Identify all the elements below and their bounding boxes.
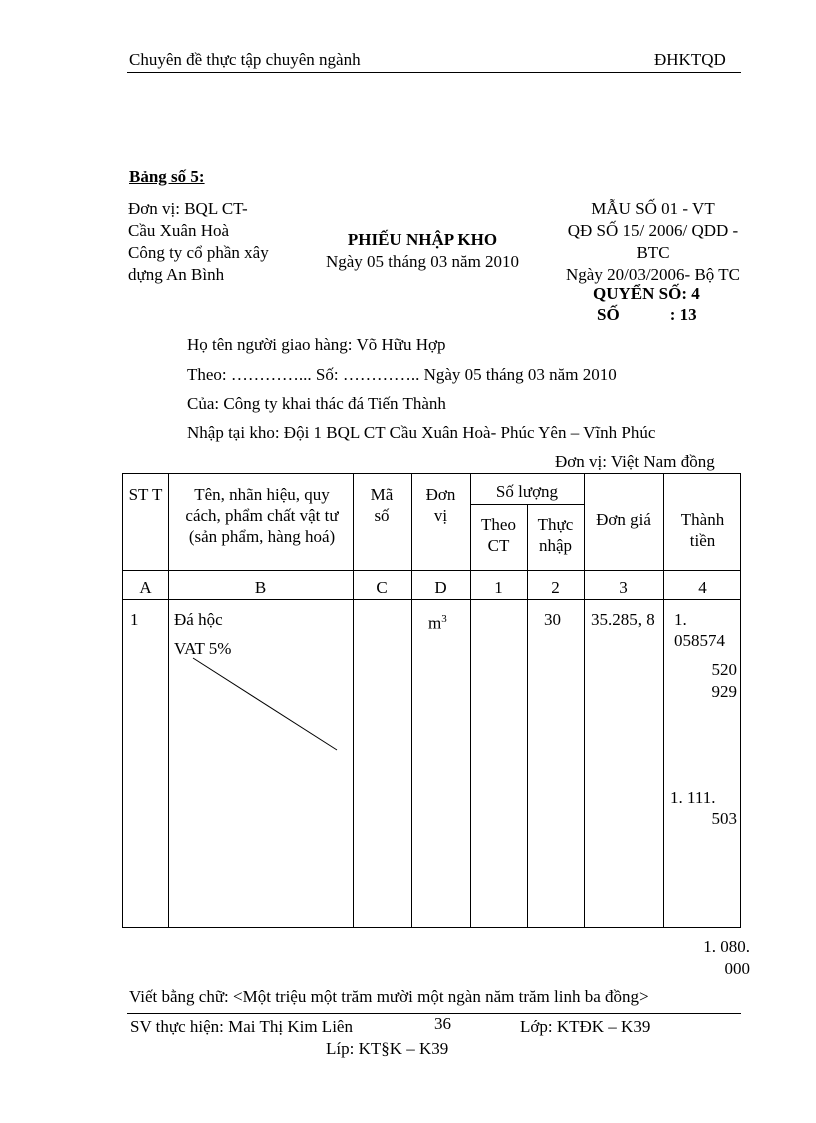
header-item-name: Tên, nhãn hiệu, quy cách, phẩm chất vật tư (sản phẩm, hàng hoá) — [185, 485, 339, 546]
row-vat-amount-1: 520 — [711, 660, 737, 679]
code-cell: 2 — [551, 578, 560, 597]
currency-line: Đơn vị: Việt Nam đồng — [555, 452, 715, 471]
unit-line: Đơn vị: BQL CT- — [128, 199, 248, 218]
table-column-divider — [411, 474, 412, 927]
header-stt: ST T — [128, 485, 163, 504]
header-doc-quantity: Theo CT — [481, 515, 516, 555]
header-actual-quantity: Thực nhập — [537, 515, 574, 555]
row-unit-base: m — [428, 613, 442, 633]
table-row-divider — [123, 570, 740, 571]
book-number: QUYỂN SỐ: 4 — [593, 284, 700, 303]
code-cell: 4 — [698, 578, 707, 597]
header-school: ĐHKTQD — [654, 50, 726, 69]
unit-line: Công ty cổ phần xây — [128, 243, 269, 262]
row-stt: 1 — [130, 610, 139, 629]
code-cell: B — [254, 578, 267, 597]
row-actual-quantity: 30 — [544, 610, 561, 629]
voucher-number-value: : 13 — [669, 305, 697, 324]
unit-line: dựng An Bình — [128, 265, 225, 284]
header-quantity: Số lượng — [495, 482, 559, 501]
header-code: Mã số — [370, 485, 394, 525]
reference-line: Theo: …………... Số: ………….. Ngày 05 tháng 03 năm 2010 — [187, 365, 617, 384]
receipt-table — [122, 473, 741, 928]
title-main: PHIẾU NHẬP KHO — [347, 230, 498, 249]
sum-line-1: 1. 080. — [703, 937, 750, 956]
diagonal-strike-line — [191, 656, 341, 756]
row-unit-superscript: 3 — [441, 613, 447, 625]
supplier-line: Của: Công ty khai thác đá Tiến Thành — [187, 394, 446, 413]
voucher-number-label: SỐ — [597, 305, 620, 324]
form-line: Ngày 20/03/2006- Bộ TC — [566, 265, 740, 284]
deliverer-line: Họ tên người giao hàng: Võ Hữu Hợp — [187, 335, 446, 354]
row-total-1: 1. 111. — [670, 788, 716, 807]
table-column-divider — [527, 504, 528, 927]
table-row-divider — [123, 599, 740, 600]
footer-class: Lớp: KTĐK – K39 — [520, 1017, 651, 1036]
unit-block — [128, 198, 298, 286]
code-cell: 3 — [619, 578, 628, 597]
row-amount: 1. 058574 — [674, 610, 725, 650]
header-unit-price: Đơn giá — [596, 510, 651, 529]
row-item-name: Đá hộc — [174, 610, 223, 629]
sum-line-2: 000 — [724, 959, 750, 978]
table-column-divider — [470, 504, 471, 927]
table-column-divider — [353, 474, 354, 927]
table-label: Bảng số 5: — [129, 167, 205, 186]
footer-page-number: 36 — [434, 1014, 451, 1033]
footer-class-secondary: Líp: KT§K – K39 — [326, 1039, 449, 1058]
table-column-divider — [168, 474, 169, 927]
form-line: MẪU SỐ 01 - VT — [591, 199, 715, 218]
code-cell: A — [139, 578, 152, 597]
header-unit: Đơn vị — [425, 485, 456, 525]
code-cell: 1 — [494, 578, 503, 597]
row-total-2: 503 — [711, 809, 737, 828]
form-line: BTC — [636, 243, 670, 262]
table-row-divider — [470, 504, 584, 505]
header-title: Chuyên đề thực tập chuyên ngành — [129, 50, 361, 69]
row-unit — [428, 609, 447, 634]
unit-line: Cầu Xuân Hoà — [128, 221, 230, 240]
row-vat-amount-2: 929 — [711, 682, 737, 701]
title-date: Ngày 05 tháng 03 năm 2010 — [325, 252, 520, 271]
header-rule — [127, 72, 741, 73]
footer-student: SV thực hiện: Mai Thị Kim Liên — [130, 1017, 353, 1036]
form-line: QĐ SỐ 15/ 2006/ QDD - — [567, 221, 739, 240]
voucher-number — [597, 305, 697, 325]
code-cell: D — [434, 578, 447, 597]
row-unit-price: 35.285, 8 — [591, 610, 655, 629]
header-amount: Thành tiền — [680, 510, 725, 550]
document-title — [305, 229, 540, 273]
form-block — [548, 198, 758, 286]
table-column-divider — [584, 474, 585, 927]
amount-in-words: Viết bằng chữ: <Một triệu một trăm mười một ngàn năm trăm linh ba đồng> — [129, 987, 649, 1006]
code-cell: C — [376, 578, 388, 597]
warehouse-line: Nhập tại kho: Đội 1 BQL CT Cầu Xuân Hoà- Phúc Yên – Vĩnh Phúc — [187, 423, 656, 442]
row-vat-label: VAT 5% — [174, 639, 232, 658]
